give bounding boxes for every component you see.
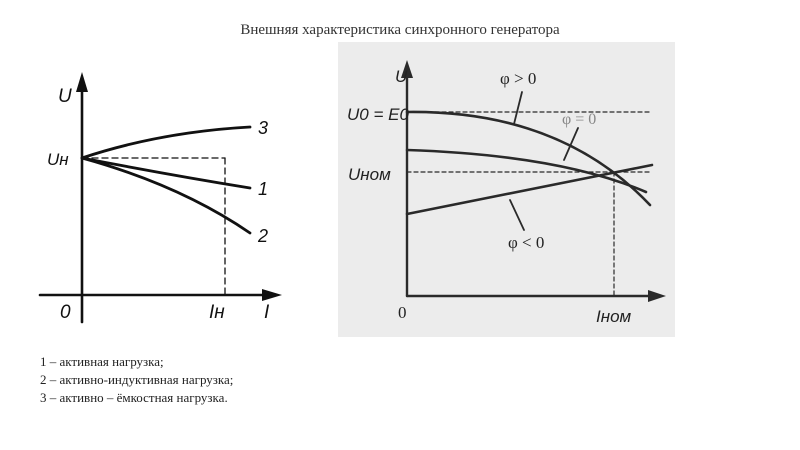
- left-curve-label-2: 2: [258, 226, 269, 246]
- left-x-arrow: [262, 289, 282, 301]
- right-inom-label: Iном: [596, 307, 632, 326]
- left-x-axis-label: I: [264, 302, 270, 323]
- right-phi-neg-label: φ < 0: [508, 233, 545, 252]
- right-u0-label: U0 = E0: [347, 105, 409, 124]
- left-curve-3: [82, 127, 250, 158]
- left-origin-label: 0: [60, 302, 71, 323]
- legend-item-3: 3 – активно – ёмкостная нагрузка.: [40, 390, 228, 405]
- right-origin-label: 0: [398, 303, 407, 322]
- right-phi-pos-label: φ > 0: [500, 69, 537, 88]
- right-phi-zero-label: φ = 0: [562, 111, 597, 128]
- left-curve-label-1: 1: [258, 179, 269, 199]
- legend-item-1: 1 – активная нагрузка;: [40, 354, 164, 369]
- right-y-axis-label: U: [395, 67, 408, 86]
- left-diagram: [40, 82, 276, 322]
- left-curve-label-3: 3: [258, 118, 269, 138]
- legend: [40, 353, 233, 407]
- page-title: Внешняя характеристика синхронного генератора: [240, 22, 560, 38]
- left-y-axis-label: U: [58, 86, 72, 107]
- right-unom-label: Uном: [348, 165, 391, 184]
- left-u-rated-label: Uн: [47, 150, 69, 169]
- left-y-arrow: [76, 72, 88, 92]
- legend-item-2: 2 – активно-индуктивная нагрузка;: [40, 372, 234, 387]
- left-i-rated-label: Iн: [209, 302, 225, 323]
